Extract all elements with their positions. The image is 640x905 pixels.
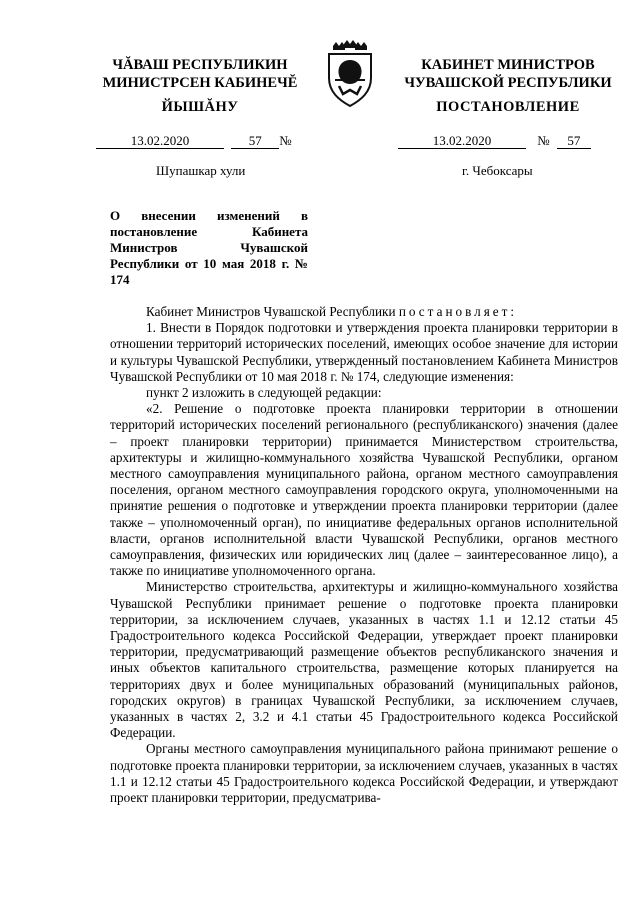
header-left (95, 56, 305, 92)
paragraph-5: Органы местного самоуправления муниципального района принимают решение о подготовке проекта планировки территории, за исключением случаев, указанных в частях 1.1 и 12.12 статьи 45 Градостроительного кодекса Российской Федерации, и утверждают проект планировки территории, предусматрива- (110, 741, 618, 806)
paragraph-3: «2. Решение о подготовке проекта планировки территории в отношении территорий исторических поселений регионального (республиканского) значения (далее – проект планировки территории) принимается Министерством строительства, архитектуры и жилищно-коммунального хозяйства Чувашской Республики, органом местного самоуправления муниципального района, органом местного самоуправления поселения, органом местного самоуправления городского округа, уполномоченными на принятие решения о подготовке и утверждении проекта планировки территории (далее также – уполномоченный орган), по инициативе федеральных органов исполнительной власти, органов исполнительной власти Чувашской Республики, органов местного самоуправления, физических или юридических лиц (далее – заинтересованное лицо), а также по инициативе уполномоченного органа. (110, 401, 618, 579)
title-left: ЙЫШĂНУ (161, 99, 239, 115)
number-left: 57 (231, 133, 279, 149)
title-right: ПОСТАНОВЛЕНИЕ (436, 99, 580, 115)
number-sign-left: № (279, 133, 292, 148)
header-right (398, 56, 618, 92)
intro-paragraph (110, 304, 618, 320)
date-line-right (398, 133, 591, 149)
header-right-line1: КАБИНЕТ МИНИСТРОВ (421, 57, 595, 73)
date-line-left (96, 133, 292, 149)
decree-word: постановляет: (398, 304, 518, 319)
document-body (110, 304, 618, 806)
header-right-line2: ЧУВАШСКОЙ РЕСПУБЛИКИ (404, 75, 612, 91)
date-left: 13.02.2020 (96, 133, 224, 149)
place-left: Шупашкар хули (156, 163, 246, 178)
paragraph-2: пункт 2 изложить в следующей редакции: (146, 385, 382, 401)
place-right: г. Чебоксары (462, 163, 533, 178)
emblem-icon (321, 40, 379, 110)
header-left-line1: ЧĂВАШ РЕСПУБЛИКИН (112, 57, 288, 73)
date-right: 13.02.2020 (398, 133, 526, 149)
document-subject: О внесении изменений в постановление Кабинета Министров Чувашской Республики от 10 мая 2018 г. № 174 (110, 208, 308, 287)
intro-text: Кабинет Министров Чувашской Республики (146, 304, 396, 319)
header-left-line2: МИНИСТРСЕН КАБИНЕЧĔ (102, 75, 298, 91)
paragraph-1: 1. Внести в Порядок подготовки и утверждения проекта планировки территории в отношении территорий исторических поселений, имеющих особое значение для истории и культуры Чувашской Республики, утвержденный постановлением Кабинета Министров Чувашской Республики от 10 мая 2018 г. № 174, следующие изменения: (110, 320, 618, 384)
number-sign-right: № (537, 133, 550, 148)
paragraph-4: Министерство строительства, архитектуры и жилищно-коммунального хозяйства Чувашской Республики принимает решение о подготовке проекта планировки территории, за исключением случаев, указанных в частях 1.1 и 12.12 статьи 45 Градостроительного кодекса Российской Федерации, утверждает проект планировки территории, предусматривающий размещение объектов республиканского значения и иных объектов капитального строительства, размещение которых планируется на территориях двух и более муниципальных образований (муниципальных районов, городских округов) в границах Чувашской Республики, за исключением случаев, указанных в частях 2, 3.2 и 4.1 статьи 45 Градостроительного кодекса Российской Федерации. (110, 579, 618, 741)
number-right: 57 (557, 133, 591, 149)
